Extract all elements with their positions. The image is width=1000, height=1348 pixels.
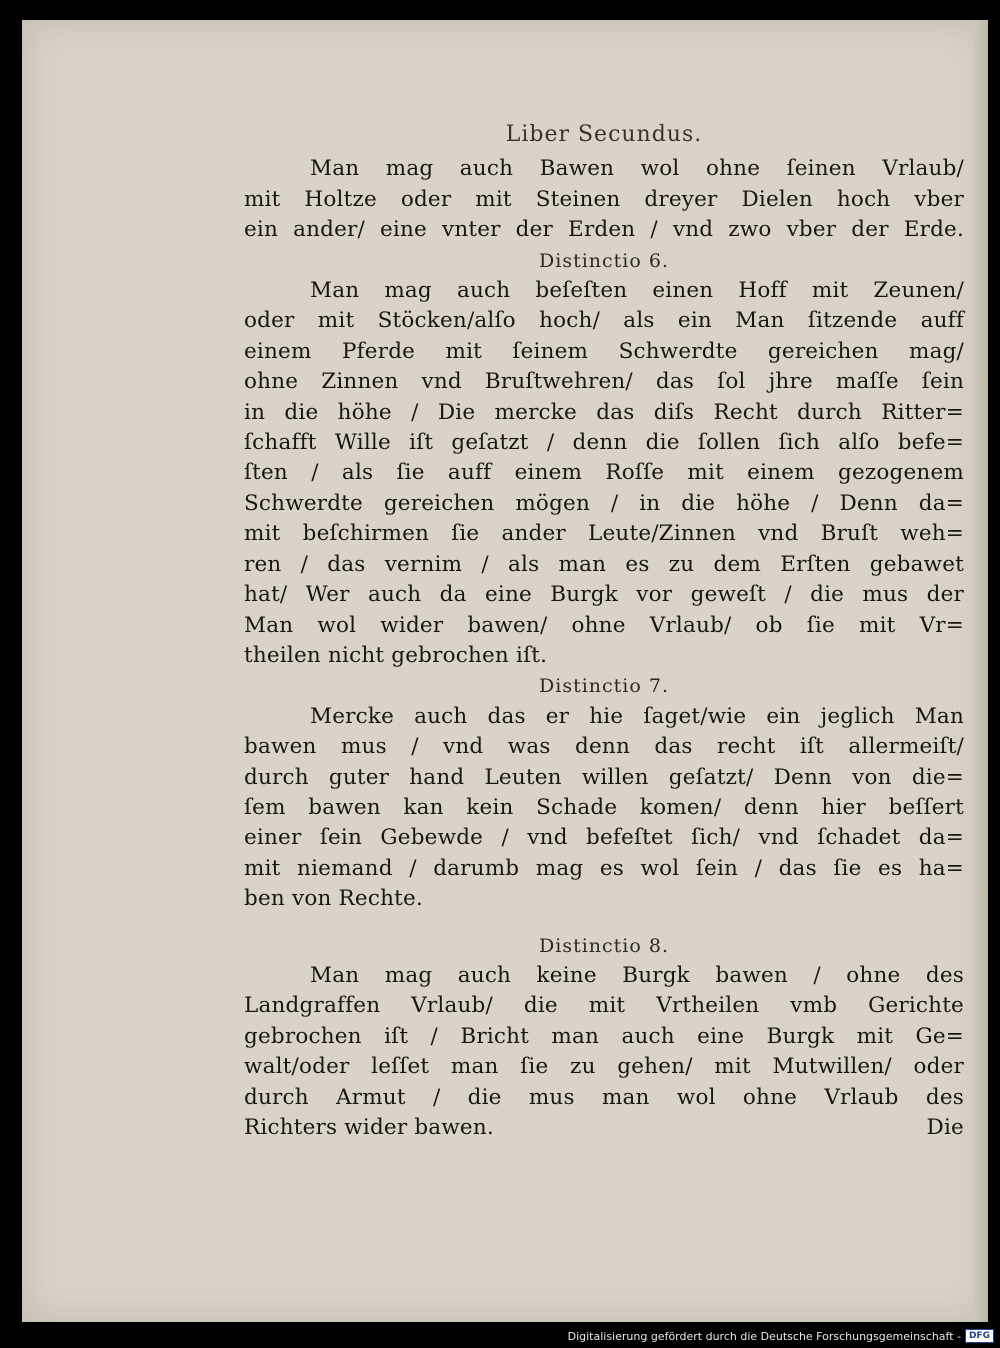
text-line-last [244,1113,964,1143]
text-line: hat/ Wer auch da eine Burgk vor geweſt / die mus der [244,582,964,608]
dfg-logo-icon[interactable]: DFG [965,1329,994,1343]
running-head: Liber Secundus. [505,122,703,147]
text-line: ein ander/ eine vnter der Erden / vnd zwo vber der Erde. [244,217,964,243]
section-heading: Distinctio 8. [539,934,669,957]
text-line: theilen nicht gebrochen iſt. [244,642,548,668]
text-line: durch guter hand Leuten willen geſatzt/ Denn von die= [244,764,964,790]
text-line: ſten / als ſie auff einem Roſſe mit einem gezogenem [244,460,964,486]
text-line: ben von Rechte. [244,886,423,912]
paragraph-3 [244,702,964,915]
paragraph-1 [244,154,964,245]
text-line: in die höhe / Die mercke das diſs Recht durch Ritter= [244,399,964,425]
book-page [22,20,988,1322]
text-line: Man mag auch Bawen wol ohne ſeinen Vrlaub/ [310,156,964,182]
text-line: Man wol wider bawen/ ohne Vrlaub/ ob ſie mit Vr= [244,612,964,638]
page-text [244,120,964,1143]
text-line: ohne Zinnen vnd Bruſtwehren/ das ſol jhre maſſe ſein [244,369,964,395]
text-line: mit niemand / darumb mag es wol ſein / das ſie es ha= [244,855,964,881]
text-line: Schwerdte gereichen mögen / in die höhe / Denn da= [244,490,964,516]
footer-credit [568,1329,994,1343]
section-heading: Distinctio 7. [539,675,669,698]
text-line: Man mag auch keine Burgk bawen / ohne des [310,962,964,988]
text-line: einem Pferde mit ſeinem Schwerdte gereichen mag/ [244,338,964,364]
section-heading: Distinctio 6. [539,249,669,272]
text-line: einer ſein Gebewde / vnd befeſtet ſich/ vnd ſchadet da= [244,825,964,851]
text-line: Landgraffen Vrlaub/ die mit Vrtheilen vmb Gerichte [244,993,964,1019]
paragraph-4 [244,961,964,1143]
catchword: Die [926,1115,964,1140]
text-line: mit beſchirmen ſie ander Leute/Zinnen vnd Bruſt weh= [244,521,964,547]
text-line: mit Holtze oder mit Steinen dreyer Dielen hoch vber [244,186,964,212]
footer-text: Digitalisierung gefördert durch die Deutsche Forschungsgemeinschaft - [567,1329,961,1343]
paragraph-2 [244,276,964,671]
text-line: Man mag auch beſeſten einen Hoff mit Zeunen/ [310,278,964,304]
text-line: ſchafft Wille iſt geſatzt / denn die ſollen ſich alſo befe= [244,430,964,456]
text-line: Mercke auch das er hie ſaget/wie ein jeglich Man [310,703,964,729]
text-line: bawen mus / vnd was denn das recht iſt allermeiſt/ [244,734,964,760]
text-line: Richters wider bawen. [244,1115,494,1140]
text-line: walt/oder leſſet man ſie zu gehen/ mit Mutwillen/ oder [244,1054,964,1080]
text-line: ren / das vernim / als man es zu dem Erſten gebawet [244,551,964,577]
text-line: oder mit Stöcken/alſo hoch/ als ein Man ſitzende auff [244,308,964,334]
text-line: durch Armut / die mus man wol ohne Vrlaub des [244,1084,964,1110]
page-edge [974,20,988,1322]
text-line: ſem bawen kan kein Schade komen/ denn hier beſſert [244,794,964,820]
text-line: gebrochen iſt / Bricht man auch eine Burgk mit Ge= [244,1023,964,1049]
